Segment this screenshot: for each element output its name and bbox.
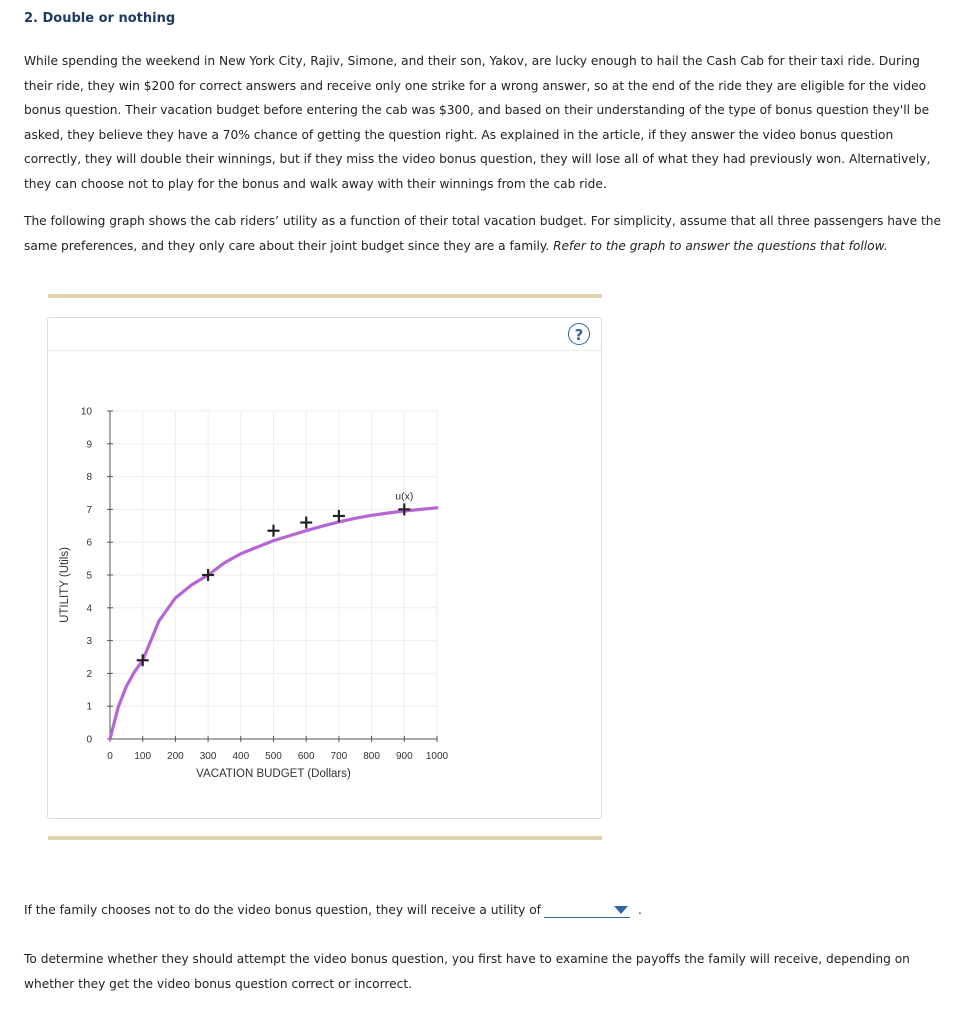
series-label: u(x) — [395, 490, 414, 503]
y-tick-label: 5 — [86, 570, 92, 582]
y-tick-label: 10 — [80, 406, 92, 418]
graph-instruction-italic: Refer to the graph to answer the questions that follow. — [553, 238, 888, 253]
x-tick-label: 1000 — [425, 751, 449, 762]
question-title: 2. Double or nothing — [24, 11, 176, 26]
y-tick-label: 3 — [86, 636, 92, 648]
x-tick-label: 900 — [395, 751, 413, 762]
x-tick-label: 0 — [107, 751, 113, 762]
y-tick-label: 6 — [86, 537, 92, 549]
y-tick-label: 2 — [86, 668, 92, 680]
chart-axes — [107, 411, 437, 742]
chart-labels — [59, 407, 449, 781]
x-tick-label: 500 — [265, 751, 282, 762]
x-tick-label: 400 — [232, 751, 250, 762]
y-tick-label: 4 — [86, 603, 92, 615]
graph-intro-text: The following graph shows the cab riders’ utility as a function of their total vacation budget. For simplicity, assume that all three passengers have the same preferences, and they only care about their joint budget since they are a family. — [24, 214, 941, 253]
curve-point-marker[interactable] — [398, 503, 410, 515]
y-axis-title: UTILITY (Utils) — [59, 547, 71, 623]
question-1-text: If the family chooses not to do the video bonus question, they will receive a utility of — [24, 903, 541, 917]
curve-point-marker[interactable] — [268, 525, 280, 537]
x-tick-label: 300 — [199, 751, 217, 762]
x-tick-label: 600 — [297, 751, 315, 762]
scenario-paragraph: While spending the weekend in New York City, Rajiv, Simone, and their son, Yakov, are lucky enough to hail the Cash Cab for their taxi ride. During their ride, they win $200 for correct answers and receive only one strike for a wrong answer, so at the end of the ride they are eligible for the video bonus question. Their vacation budget before entering the cab was $300, and based on their understanding of the type of bonus question they'll be asked, they believe they have a 70% chance of getting the question right. As explained in the article, if they answer the video bonus question correctly, they will double their winnings, but if they miss the video bonus question, they will lose all of what they had previously won. Alternatively, they can choose not to play for the bonus and walk away with their winnings from the cab ride. — [24, 54, 931, 191]
utility-dropdown[interactable] — [544, 901, 630, 918]
graph-panel-header — [48, 318, 601, 351]
chart-grid — [110, 411, 437, 739]
x-tick-label: 200 — [167, 751, 184, 762]
question-1-period: . — [637, 903, 642, 917]
x-tick-label: 100 — [134, 751, 152, 762]
y-tick-label: 9 — [86, 439, 92, 451]
utility-chart — [48, 349, 600, 815]
y-tick-label: 0 — [86, 734, 92, 746]
chevron-down-icon — [614, 906, 628, 914]
x-tick-label: 800 — [363, 751, 380, 762]
y-tick-label: 1 — [86, 701, 92, 713]
x-axis-title: VACATION BUDGET (Dollars) — [196, 768, 351, 780]
graph-bottom-rule — [48, 836, 602, 840]
x-tick-label: 700 — [330, 751, 348, 762]
curve-point-marker[interactable] — [300, 517, 312, 529]
payoff-paragraph: To determine whether they should attempt the video bonus question, you first have to examine the payoffs the family will receive, depending on whether they get the video bonus question correct or incorrect. — [24, 952, 910, 991]
question-1 — [24, 898, 642, 922]
y-tick-label: 7 — [86, 504, 92, 516]
y-tick-label: 8 — [86, 472, 92, 484]
graph-top-rule — [48, 294, 602, 298]
graph-intro-paragraph — [24, 209, 952, 258]
help-icon[interactable]: ? — [568, 323, 590, 345]
